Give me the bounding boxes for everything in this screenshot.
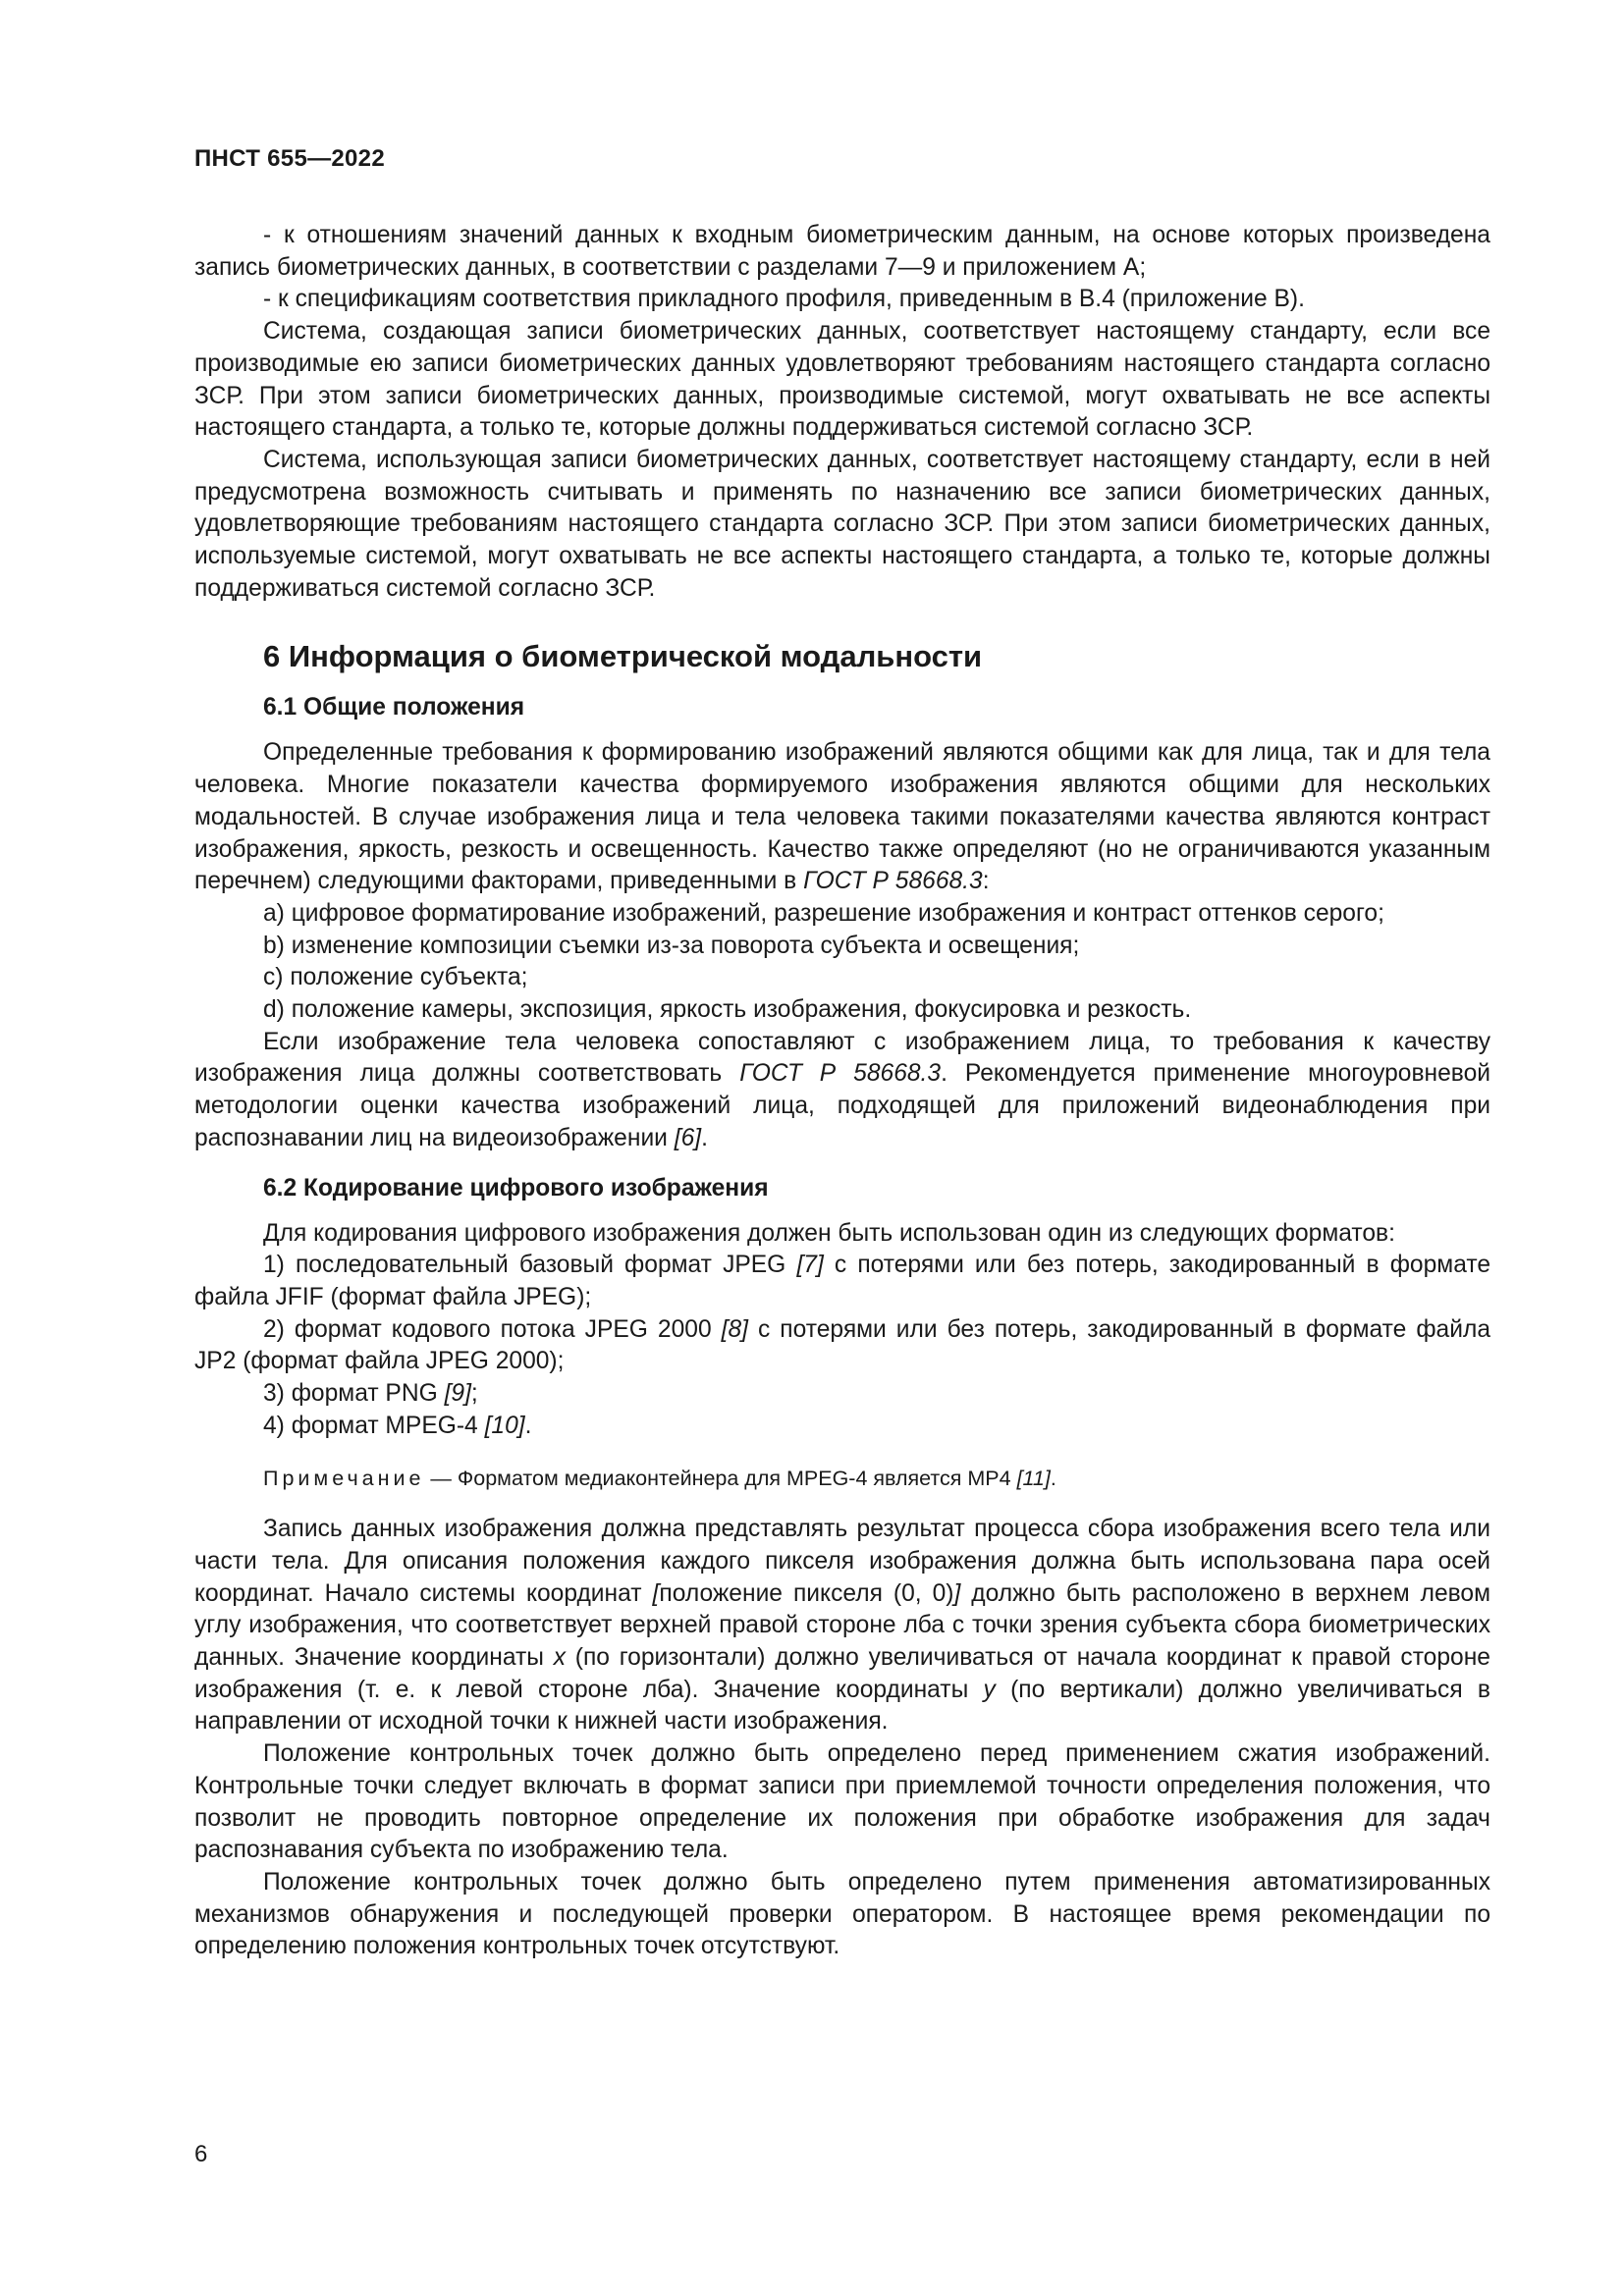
list-item-b: b) изменение композиции съемки из-за поворота субъекта и освещения; (263, 932, 1080, 959)
variable-y: y (983, 1676, 996, 1703)
text-run: 1) последовательный базовый формат JPEG (263, 1252, 797, 1279)
text-run: . (1050, 1466, 1056, 1490)
text-run: : (982, 868, 990, 895)
citation: [8] (721, 1315, 748, 1343)
format-item-2 (194, 1314, 1490, 1378)
text-run: Запись данных изображения должна представлять результат процесса сбора изображения всего тела или части тела. Для описания положения каждого пикселя изображения должна быть использована пара осей координат. Начало системы координат (194, 1516, 1490, 1607)
text-run: 3) формат PNG (263, 1380, 445, 1408)
list-item-c: c) положение субъекта; (263, 964, 528, 991)
intro-bullet-2: - к спецификациям соответствия прикладного профиля, приведенным в В.4 (приложение В). (263, 286, 1305, 313)
citation: [9] (444, 1380, 471, 1408)
section-6-2-intro: Для кодирования цифрового изображения должен быть использован один из следующих форматов: (263, 1219, 1395, 1247)
section-6-2-paragraph-2: Положение контрольных точек должно быть определено перед применением сжатия изображений. Контрольные точки следует включать в формат записи при приемлемой точности определения положения, что позволит не проводить повторное определение их положения при обработке изображения для задач распознавания субъекта по изображению тела. (194, 1740, 1490, 1864)
text-run: с потерями или без потерь, закодированный в формате файла JP2 (формат файла JPEG 2000); (194, 1315, 1490, 1375)
standard-reference: ГОСТ Р 58668.3 (739, 1060, 942, 1088)
intro-bullet-1: - к отношениям значений данных к входным биометрическим данным, на основе которых произведена запись биометрических данных, в соответствии с разделами 7—9 и приложением А; (194, 222, 1490, 281)
list-item-a: a) цифровое форматирование изображений, разрешение изображения и контраст оттенков серого; (263, 899, 1384, 927)
section-6-1-paragraph-2 (194, 1027, 1490, 1155)
section-6-2-paragraph-1 (194, 1514, 1490, 1738)
note (194, 1463, 1490, 1495)
citation: [11] (1016, 1466, 1051, 1490)
document-id: ПНСТ 655—2022 (194, 145, 385, 172)
variable-x: x (553, 1644, 566, 1672)
text-run: 2) формат кодового потока JPEG 2000 (263, 1315, 722, 1343)
list-item-d: d) положение камеры, экспозиция, яркость изображения, фокусировка и резкость. (263, 996, 1192, 1024)
format-item-1 (194, 1250, 1490, 1313)
text-run: . (701, 1124, 708, 1151)
bracket: ] (953, 1579, 961, 1607)
section-6-title: 6 Информация о биометрической модальности (263, 639, 983, 674)
text-run: . Рекомендуется применение многоуровневой методологии оценки качества изображений лица, подходящей для приложений видеонаблюдения при распознавании лиц на видеоизображении (194, 1060, 1490, 1151)
text-run: . (524, 1412, 532, 1439)
format-item-4 (194, 1411, 1490, 1443)
text-run: 4) формат MPEG-4 (263, 1412, 485, 1439)
text-run: Если изображение тела человека сопоставляют с изображением лица, то требования к качеству изображения лица должны соответствовать (194, 1028, 1490, 1088)
text-run: (по горизонтали) должно увеличиваться от начала координат к правой стороне изображения (т. е. к левой стороне лба). Значение координаты (194, 1644, 1490, 1703)
page-content (194, 220, 1490, 1963)
standard-reference: ГОСТ Р 58668.3 (803, 868, 983, 895)
text-run: положение пикселя (0, 0) (659, 1579, 954, 1607)
citation: [6] (674, 1124, 702, 1151)
intro-paragraph-1: Система, создающая записи биометрических данных, соответствует настоящему стандарту, если все производимые ею записи биометрических данных удовлетворяют требованиям настоящего стандарта согласно ЗСР. При этом записи биометрических данных, производимые системой, могут охватывать не все аспекты настоящего стандарта, а только те, которые должны поддерживаться системой согласно ЗСР. (194, 318, 1490, 442)
text-run: Определенные требования к формированию изображений являются общими как для лица, так и для тела человека. Многие показатели качества формируемого изображения являются общими для нескольких модальностей. В случае изображения лица и тела человека такими показателями качества являются контраст изображения, яркость, резкость и освещенность. Качество также определяют (но не ограничиваются указанным перечнем) следующими факторами, приведенными в (194, 739, 1490, 895)
page-number: 6 (194, 2141, 208, 2167)
section-6-1-paragraph-1 (194, 737, 1490, 898)
citation: [7] (796, 1252, 824, 1279)
text-run: (по вертикали) должно увеличиваться в направлении от исходной точки к нижней части изображения. (194, 1676, 1490, 1735)
section-6-2-paragraph-3: Положение контрольных точек должно быть определено путем применения автоматизированных механизмов обнаружения и последующей проверки оператором. В настоящее время рекомендации по определению положения контрольных точек отсутствуют. (194, 1868, 1490, 1960)
note-text: — Форматом медиаконтейнера для MPEG-4 является MP4 (424, 1466, 1017, 1490)
format-item-3 (194, 1378, 1490, 1411)
text-run: с потерями или без потерь, закодированный в формате файла JFIF (формат файла JPEG); (194, 1252, 1490, 1310)
note-label: Примечание (263, 1466, 425, 1490)
intro-paragraph-2: Система, использующая записи биометрических данных, соответствует настоящему стандарту, если в ней предусмотрена возможность считывать и применять по назначению все записи биометрических данных, удовлетворяющие требованиям настоящего стандарта согласно ЗСР. При этом записи биометрических данных, используемые системой, могут охватывать не все аспекты настоящего стандарта, а только те, которые должны поддерживаться системой согласно ЗСР. (194, 446, 1490, 602)
section-6-1-title: 6.1 Общие положения (263, 694, 525, 721)
citation: [10] (484, 1412, 525, 1439)
section-6-2-title: 6.2 Кодирование цифрового изображения (263, 1174, 769, 1201)
bracket: [ (652, 1579, 660, 1607)
text-run: ; (470, 1380, 478, 1408)
text-run: должно быть расположено в верхнем левом углу изображения, что соответствует верхней правой стороне лба с точки зрения субъекта сбора биометрических данных. Значение координаты (194, 1579, 1491, 1672)
